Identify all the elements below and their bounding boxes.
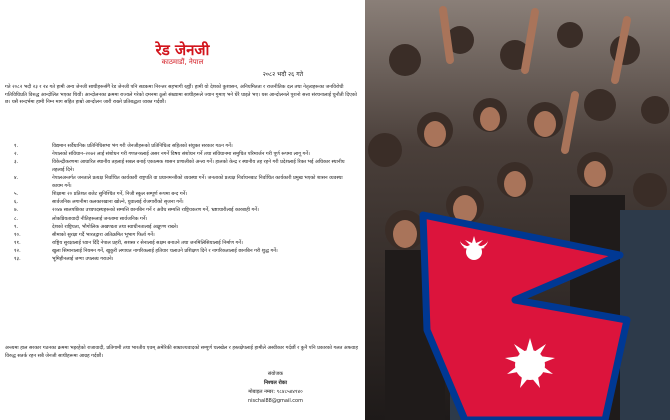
demands-list bbox=[14, 143, 353, 265]
demand-number: ५. bbox=[14, 190, 19, 197]
demand-number: २. bbox=[14, 151, 19, 158]
demand-item bbox=[14, 248, 353, 256]
demand-item bbox=[14, 240, 353, 248]
demand-text: खुला सिमानालाई नियमन गर्ने, खुकुरी लगायत नागरिकलाई हतियार चलाउने प्रशिक्षण दिने र नागरिकतालाई छानबिन गरी शुद्ध गर्ने। bbox=[52, 248, 278, 255]
signature-email: nischal88@gmail.com bbox=[247, 398, 303, 404]
demand-number: ११. bbox=[14, 240, 21, 247]
demand-number: १३. bbox=[14, 256, 21, 263]
protest-photo-illustration bbox=[365, 0, 670, 420]
demand-item bbox=[14, 207, 353, 215]
demand-item bbox=[14, 191, 353, 199]
demand-text: शिक्षामा २० प्रतिशत बजेट सुनिश्चित गर्ने, निजी स्कूल सम्पूर्ण रूपमा बन्द गर्ने। bbox=[52, 190, 188, 197]
demand-number: १०. bbox=[14, 231, 21, 238]
demand-item bbox=[14, 199, 353, 207]
demand-text: सीमाको सुरक्षा गर्दै भारतद्वारा अतिक्रमित भूभाग फिर्ता गर्ने। bbox=[52, 231, 155, 238]
signature-block bbox=[248, 370, 303, 406]
signature-phone: मोबाइल नम्बर: ९८४८५४४९४० bbox=[248, 389, 303, 395]
demand-number: १. bbox=[14, 143, 19, 149]
demand-item bbox=[14, 256, 353, 264]
demand-number: ९. bbox=[14, 223, 19, 230]
demand-item bbox=[14, 232, 353, 240]
demand-text: राष्ट्रिय सुरक्षालाई ध्यान दिँदै नेपाल प्रहरी, सशस्त्र र सेनालाई सक्षम बनाउने तथा जनमिलिसियालाई निर्माण गर्ने। bbox=[52, 240, 243, 247]
demand-item bbox=[14, 151, 353, 159]
protest-photo bbox=[365, 0, 670, 420]
signature-name: निश्चल रोका bbox=[263, 380, 287, 386]
demand-item bbox=[14, 175, 353, 190]
demand-item bbox=[14, 143, 353, 151]
demand-text: २०४७ सालपछिका उच्चपदस्थहरूको सम्पत्ति छानबिन गर्ने र अवैध सम्पत्ति राष्ट्रियकरण गर्ने, भ्रष्टाचारीलाई कारबाही गर्ने। bbox=[52, 207, 259, 214]
demand-number: ७. bbox=[14, 207, 19, 214]
demand-text: लोकप्रियतावादी नीतिहरूलाई जनतामा सार्वजनिक गर्ने। bbox=[52, 215, 148, 222]
demand-number: १२. bbox=[14, 248, 21, 255]
closing-paragraph: अन्त्यमा हाल सरकार गठनका क्रममा भइरहेको राजावादी, प्रतिगामी तथा भारतीय एवम् अमेरिकी साम्राज्यवादको सम्पूर्ण चलखेल र हस्तक्षेपलाई हामीले अस्वीकार गर्दछौं र कुनै पनि प्रकारको गलत अफवाह विरुद्ध सतर्क रहन सबै जेनजी साथीहरूमा आग्रह गर्दछौं। bbox=[5, 345, 358, 359]
demand-text: भूमिहीनलाई जग्गा उपलब्ध गराउने। bbox=[52, 256, 114, 263]
document-title: रेड जेनजी bbox=[155, 41, 210, 59]
demand-text: नेपालअन्तर्गत जनताले प्रत्यक्ष निर्वाचित कार्यकारी राष्ट्रपति वा प्रधानमन्त्रीको व्यवस्था गर्ने। जनताको प्रत्यक्ष निर्वाचनबाट निर्वाचित कार्यकारी प्रमुख भएको शासन व्यवस्था कायम गर्ने। bbox=[52, 175, 343, 189]
demand-item bbox=[14, 224, 353, 232]
demand-item bbox=[14, 216, 353, 224]
signature-role: संयोजक bbox=[267, 371, 284, 377]
demand-number: ४. bbox=[14, 175, 19, 182]
demand-item bbox=[14, 159, 353, 174]
demand-text: नेपालको संविधान–२०७२ लाई संशोधन गरी गणतन्त्रलाई असर नगर्ने विषय संशोधन गर्ने तथा संविधानमा समुचित परिमार्जन गरी पूर्ण रूपमा लागू गर्ने। bbox=[52, 151, 310, 158]
demand-number: ८. bbox=[14, 215, 19, 222]
document-location: काठमाडौं, नेपाल bbox=[161, 58, 204, 66]
demand-text: विद्यमान सर्वैधानिक प्रतिनिधिसभा भंग गरी जेनजीहरूको प्रतिनिधित्व सहितको संयुक्त सरकार गठन गर्ने। bbox=[52, 143, 233, 149]
document-date: २०८२ भदौ २६ गते bbox=[262, 71, 303, 78]
demand-number: ३. bbox=[14, 159, 19, 166]
demand-text: सार्वजनिक लगानीमा कलकारखाना खोल्ने, युवालाई रोजगारीको सृजना गर्ने। bbox=[52, 199, 184, 206]
demand-text: देशको राष्ट्रियता, भौगोलिक अखण्डता तथा स्वाधीनतालाई अक्षुण्ण राख्ने। bbox=[52, 223, 179, 230]
demand-number: ६. bbox=[14, 199, 19, 206]
intro-paragraph: गते २०८२ भदौ २३ र २४ गते हामी अन्य जेनजी साथीहरूसँगै रेड जेनजी पनि सडकमा निरन्तर सहभागी रह्यौं। हामी यो देशको कुशासन, अनियमितता र राजनीतिक दल तथा नेतृत्वहरूका जनविरोधी गतिविधिप्रति विरुद्ध आन्दोलित भएका थियौं। आन्दोलनका क्रममा राज्यले गरेको दमनमा ठूलो संख्यामा साथीहरूले ज्यान गुमाए भने धेरै घाइते भए। यस आन्दोलनले पुरानो सत्ता संरचनालाई चुनौती दिएको छ। यसै सन्दर्भमा हामी निम्न माग सहित हाम्रो आन्दोलन जारी राख्ने प्रतिबद्धता व्यक्त गर्दछौं। bbox=[5, 84, 357, 106]
demand-text: विकेन्द्रीकरणमा आधारित स्थानीय तहलाई सबल बनाई एकात्मक शासन प्रणालीको अन्त्य गर्ने। हालको केन्द्र र स्थानीय तह रहने गरी प्रदेशलाई रिक्त भई अधिकार स्थानीय तहलाई दिने। bbox=[52, 159, 345, 173]
